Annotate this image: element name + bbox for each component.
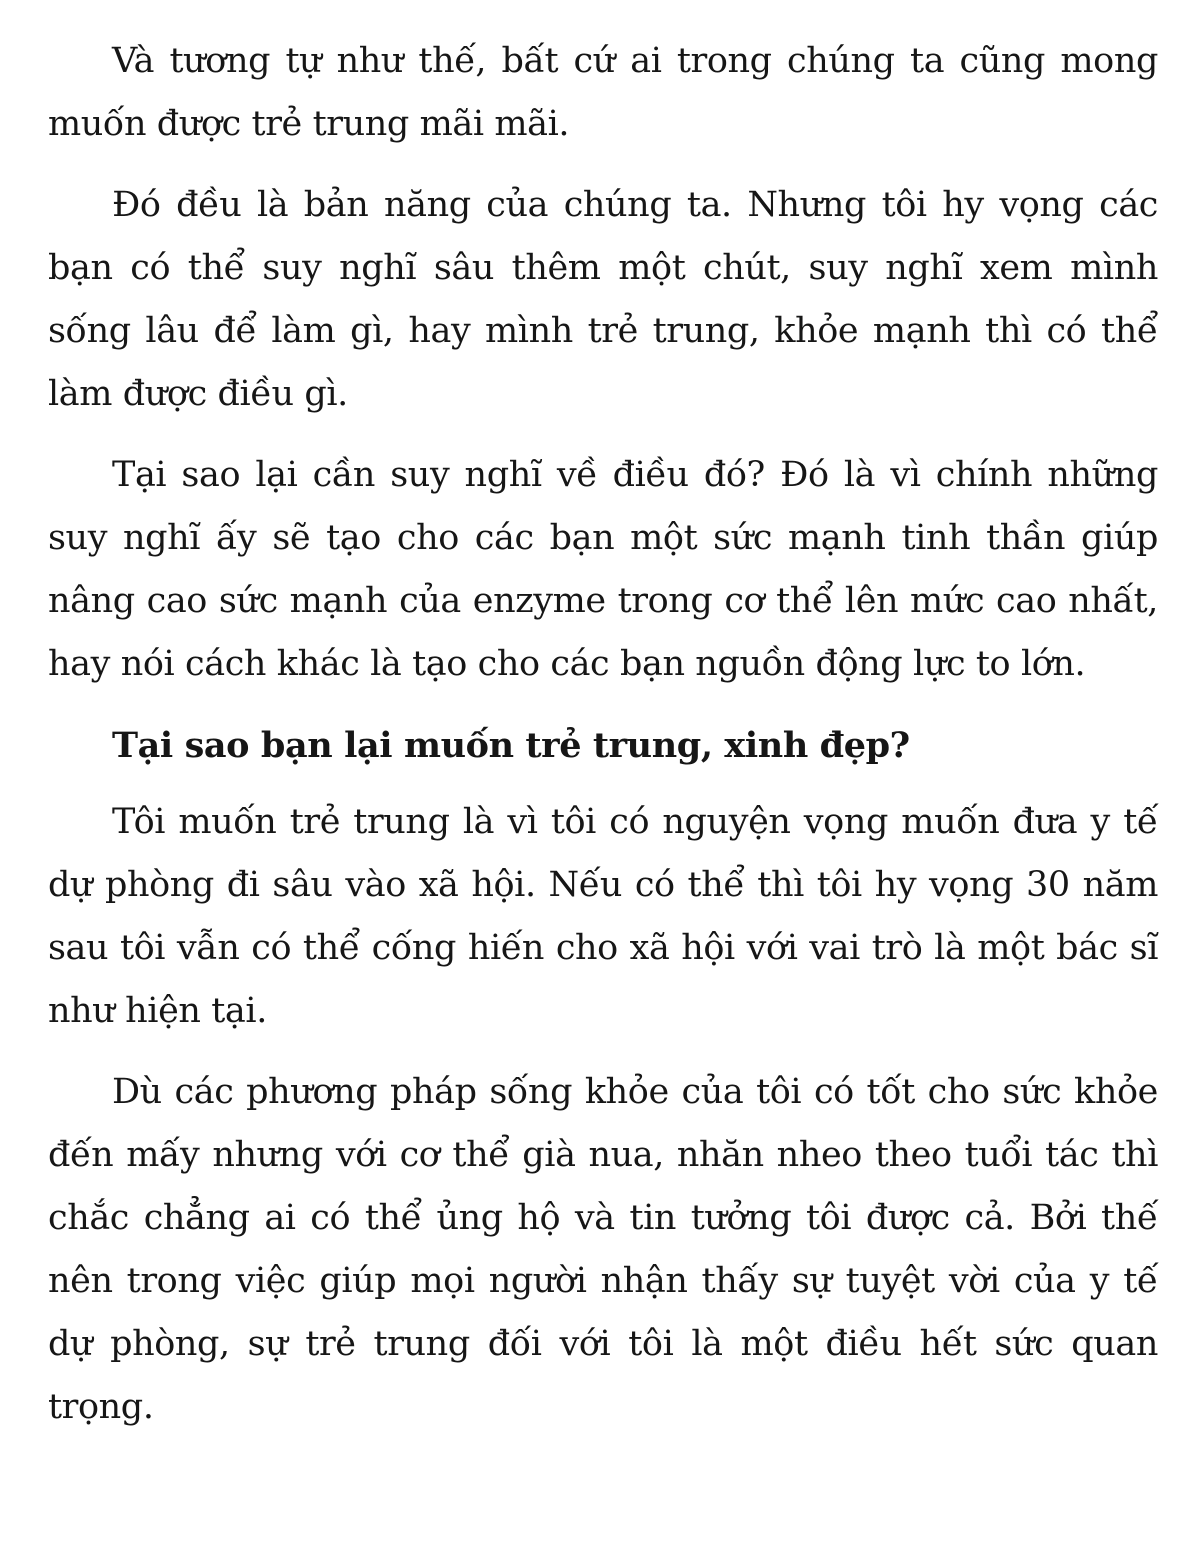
section-heading: Tại sao bạn lại muốn trẻ trung, xinh đẹp?	[112, 725, 910, 766]
paragraph-3: Tại sao lại cần suy nghĩ về điều đó? Đó là vì chính những suy nghĩ ấy sẽ tạo cho các bạn một sức mạnh tinh thần giúp nâng cao sức mạnh của enzyme trong cơ thể lên mức cao nhất, hay nói cách khác là tạo cho các bạn nguồn động lực to lớn.	[48, 455, 1158, 684]
page-text	[48, 30, 1158, 1457]
paragraph-1: Và tương tự như thế, bất cứ ai trong chúng ta cũng mong muốn được trẻ trung mãi mãi.	[48, 41, 1158, 144]
paragraph-5: Dù các phương pháp sống khỏe của tôi có tốt cho sức khỏe đến mấy nhưng với cơ thể già nua, nhăn nheo theo tuổi tác thì chắc chẳng ai có thể ủng hộ và tin tưởng tôi được cả. Bởi thế nên trong việc giúp mọi người nhận thấy sự tuyệt vời của y tế dự phòng, sự trẻ trung đối với tôi là một điều hết sức quan trọng.	[48, 1072, 1158, 1427]
paragraph-4: Tôi muốn trẻ trung là vì tôi có nguyện vọng muốn đưa y tế dự phòng đi sâu vào xã hội. Nếu có thể thì tôi hy vọng 30 năm sau tôi vẫn có thể cống hiến cho xã hội với vai trò là một bác sĩ như hiện tại.	[48, 802, 1158, 1031]
paragraph-2: Đó đều là bản năng của chúng ta. Nhưng tôi hy vọng các bạn có thể suy nghĩ sâu thêm một chút, suy nghĩ xem mình sống lâu để làm gì, hay mình trẻ trung, khỏe mạnh thì có thể làm được điều gì.	[48, 185, 1158, 414]
